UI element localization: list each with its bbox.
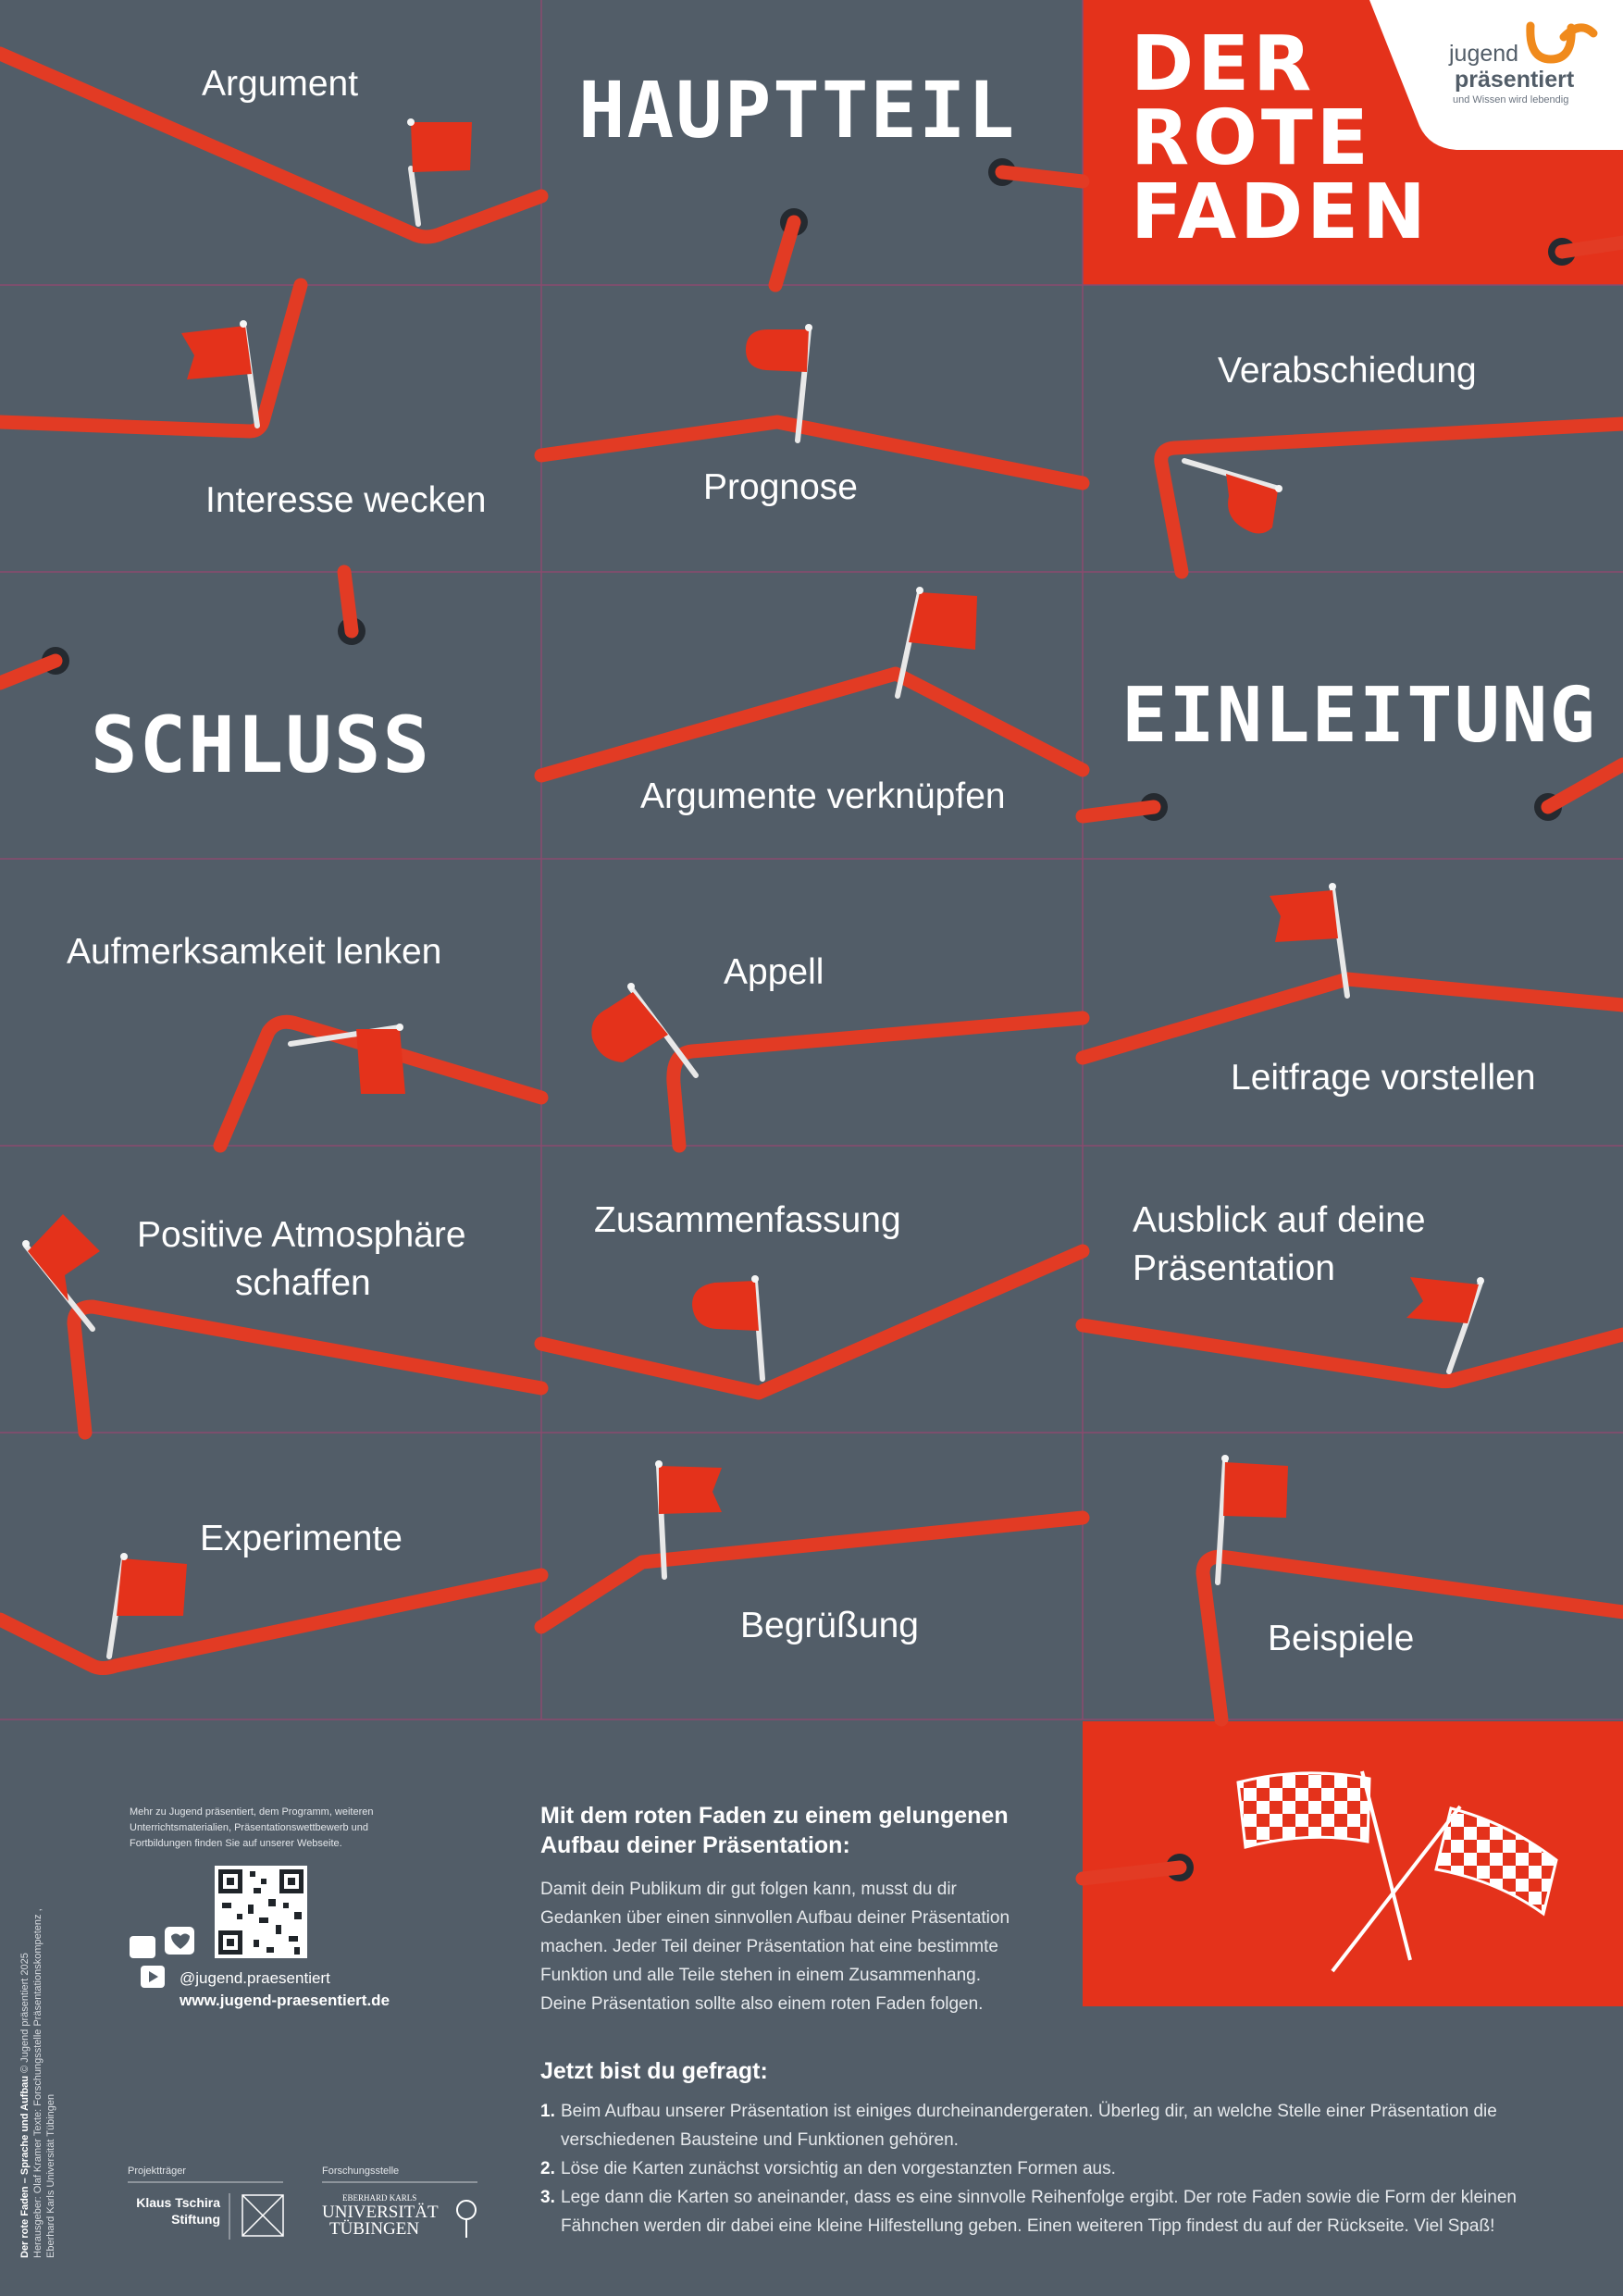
uni-name-3: TÜBINGEN xyxy=(329,2219,420,2239)
card-argumente-verknuepfen: Argumente verknüpfen xyxy=(640,776,1006,816)
card-interesse-wecken: Interesse wecken xyxy=(205,480,487,520)
card-appell: Appell xyxy=(724,952,824,992)
projekttraeger-label: Projektträger xyxy=(128,2166,186,2177)
imprint-copyright: © Jugend präsentiert 2025 xyxy=(19,1953,31,2073)
qr-code xyxy=(215,1866,307,1958)
logo-tagline: und Wissen wird lebendig xyxy=(1453,94,1569,105)
card-aufmerksamkeit-lenken: Aufmerksamkeit lenken xyxy=(67,932,442,972)
info-line-5: Deine Präsentation sollte also einem roten Faden folgen. xyxy=(540,1994,984,2014)
task-heading: Jetzt bist du gefragt: xyxy=(540,2058,768,2084)
title-line-1: DER xyxy=(1131,20,1316,108)
card-ausblick-1: Ausblick auf deine xyxy=(1133,1200,1426,1240)
task-step-number: 1. xyxy=(540,2102,555,2121)
title-line-3: FADEN xyxy=(1131,168,1430,256)
title-line-2: ROTE xyxy=(1131,94,1372,182)
section-schluss: SCHLUSS xyxy=(91,700,432,790)
task-step-text: Lege dann die Karten so aneinander, dass es eine sinnvolle Reihenfolge ergibt. Der rote Faden sowie die Form der kleinen Fähnchen werden dir dabei eine kleine Hilfestellung geben. Einen weiteren Tipp findest du auf der Rückseite. Viel Spaß! xyxy=(561,2188,1517,2236)
info-line-4: Funktion und alle Teile stehen in einem Zusammenhang. xyxy=(540,1966,981,1985)
task-step-text: Beim Aufbau unserer Präsentation ist einiges durcheinandergeraten. Überleg dir, an welche Stelle einer Präsentation die verschiedenen Bausteine und Funktionen gehören. xyxy=(561,2102,1497,2150)
card-argument: Argument xyxy=(202,64,359,104)
imprint-bold: Der rote Faden – Sprache und Aufbau xyxy=(19,2075,31,2258)
card-ausblick-2: Präsentation xyxy=(1133,1248,1335,1288)
task-step xyxy=(540,2097,1567,2154)
section-hauptteil: HAUPTTEIL xyxy=(578,65,1017,155)
info-line-3: machen. Jeder Teil deiner Präsentation hat eine bestimmte xyxy=(540,1937,998,1956)
tschira-name-1: Klaus Tschira xyxy=(136,2195,220,2210)
card-begruessung: Begrüßung xyxy=(740,1606,919,1645)
card-experimente: Experimente xyxy=(200,1519,403,1558)
forschungsstelle-label: Forschungsstelle xyxy=(322,2166,400,2177)
card-positive-atmosphaere-2: schaffen xyxy=(235,1263,371,1303)
task-step xyxy=(540,2154,1567,2183)
info-heading-2: Aufbau deiner Präsentation: xyxy=(540,1832,850,1858)
card-positive-atmosphaere-1: Positive Atmosphäre xyxy=(137,1215,466,1255)
task-step xyxy=(540,2183,1567,2240)
card-leitfrage-vorstellen: Leitfrage vorstellen xyxy=(1231,1058,1536,1098)
card-zusammenfassung: Zusammenfassung xyxy=(594,1200,901,1240)
imprint-publisher: Herausgeber: Olaf Kramer Texte: Forschungsstelle Präsentationskompetenz , xyxy=(32,1908,43,2258)
task-step-number: 2. xyxy=(540,2159,555,2178)
card-verabschiedung: Verabschiedung xyxy=(1218,351,1477,391)
tschira-logo-mark xyxy=(242,2195,283,2236)
info-line-1: Damit dein Publikum dir gut folgen kann, musst du dir xyxy=(540,1880,957,1899)
tschira-name-2: Stiftung xyxy=(171,2212,220,2227)
task-steps xyxy=(540,2097,1567,2240)
info-heading-1: Mit dem roten Faden zu einem gelungenen xyxy=(540,1803,1009,1829)
card-beispiele: Beispiele xyxy=(1268,1619,1415,1658)
uni-name-2: UNIVERSITÄT xyxy=(322,2203,439,2222)
info-line-2: Gedanken über einen sinnvollen Aufbau deiner Präsentation xyxy=(540,1908,1010,1928)
imprint-vertical xyxy=(19,1908,57,2258)
section-einleitung: EINLEITUNG xyxy=(1121,672,1597,760)
website-link[interactable]: www.jugend-praesentiert.de xyxy=(180,1992,390,2009)
uni-name-1: EBERHARD KARLS xyxy=(342,2193,417,2203)
logo-text-2: präsentiert xyxy=(1455,67,1575,93)
card-prognose: Prognose xyxy=(703,467,858,507)
task-step-text: Löse die Karten zunächst vorsichtig an den vorgestanzten Formen aus. xyxy=(561,2159,1116,2178)
social-handle: @jugend.praesentiert xyxy=(180,1969,330,1987)
imprint-university: Eberhard Karls Universität Tübingen xyxy=(45,2093,56,2258)
tuebingen-seal xyxy=(457,2201,476,2238)
more-info-text: Mehr zu Jugend präsentiert, dem Programm, weiteren Unterrichtsmaterialien, Präsentationswettbewerb und Fortbildungen finden Sie auf unserer Webseite. xyxy=(130,1806,374,1849)
task-step-number: 3. xyxy=(540,2188,555,2207)
logo-text-1: jugend xyxy=(1449,41,1519,67)
